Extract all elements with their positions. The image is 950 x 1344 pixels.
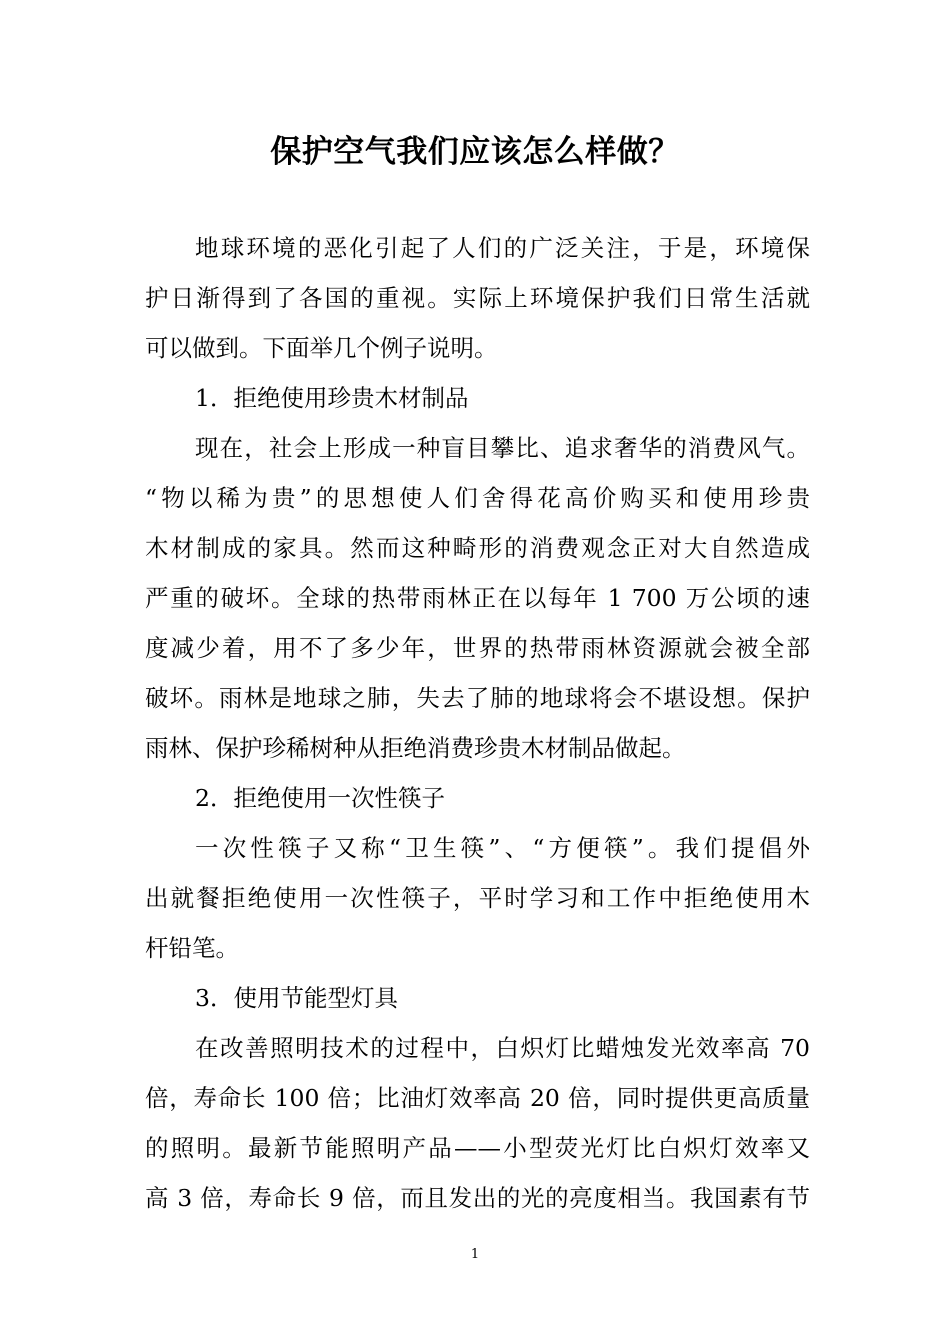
paragraph-line: 杆铅笔。 [145,934,239,962]
paragraph-line: “物以稀为贵”的思想使人们舍得花高价购买和使用珍贵 [145,484,810,512]
paragraph-line: 地球环境的恶化引起了人们的广泛关注，于是，环境保 [195,234,810,262]
paragraph-line: 现在，社会上形成一种盲目攀比、追求奢华的消费风气。 [195,434,810,462]
section-heading-1: 1．拒绝使用珍贵木材制品 [195,384,469,412]
paragraph-line: 可以做到。下面举几个例子说明。 [145,334,498,362]
document-title: 保护空气我们应该怎么样做？ [270,134,680,170]
page-number: 1 [470,1247,480,1262]
paragraph-line: 在改善照明技术的过程中，白炽灯比蜡烛发光效率高 70 [195,1034,810,1062]
paragraph-line: 护日渐得到了各国的重视。实际上环境保护我们日常生活就 [145,284,810,312]
paragraph-line: 雨林、保护珍稀树种从拒绝消费珍贵木材制品做起。 [145,734,686,762]
section-heading-3: 3．使用节能型灯具 [195,984,398,1012]
paragraph-line: 度减少着，用不了多少年，世界的热带雨林资源就会被全部 [145,634,810,662]
paragraph-line: 高 3 倍，寿命长 9 倍，而且发出的光的亮度相当。我国素有节 [145,1184,810,1212]
paragraph-line: 出就餐拒绝使用一次性筷子，平时学习和工作中拒绝使用木 [145,884,810,912]
paragraph-line: 严重的破坏。全球的热带雨林正在以每年 1 700 万公顷的速 [145,584,810,612]
paragraph-line: 破坏。雨林是地球之肺，失去了肺的地球将会不堪设想。保护 [145,684,810,712]
paragraph-line: 的照明。最新节能照明产品——小型荧光灯比白炽灯效率又 [145,1134,810,1162]
section-heading-2: 2．拒绝使用一次性筷子 [195,784,445,812]
paragraph-line: 一次性筷子又称“卫生筷”、“方便筷”。我们提倡外 [195,834,810,862]
paragraph-line: 木材制成的家具。然而这种畸形的消费观念正对大自然造成 [145,534,810,562]
paragraph-line: 倍，寿命长 100 倍；比油灯效率高 20 倍，同时提供更高质量 [145,1084,810,1112]
